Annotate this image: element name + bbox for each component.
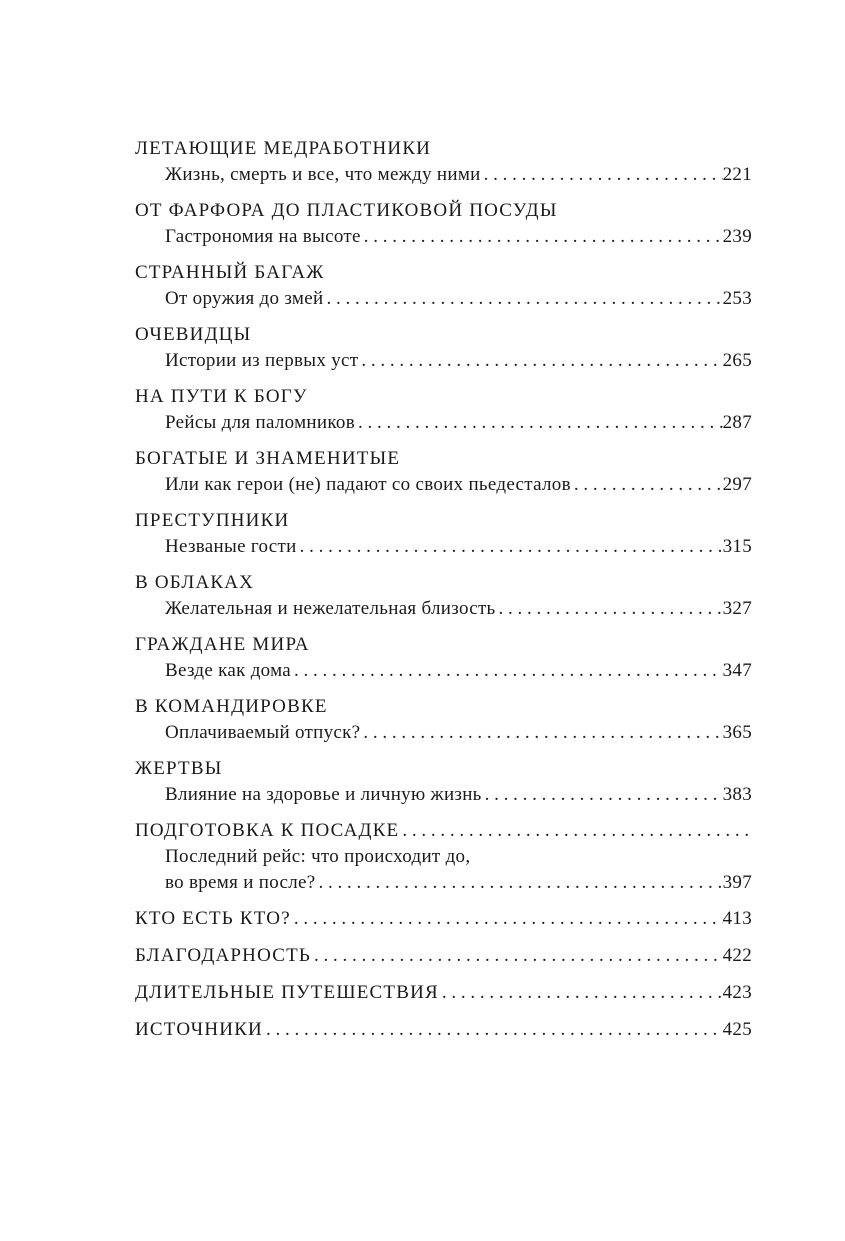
chapter-title: НА ПУТИ К БОГУ bbox=[135, 386, 308, 407]
dot-leader bbox=[482, 782, 723, 808]
chapter-subtitle: Влияние на здоровье и личную жизнь bbox=[165, 784, 482, 805]
chapter-title: ЛЕТАЮЩИЕ МЕДРАБОТНИКИ bbox=[135, 138, 432, 159]
page-number: 397 bbox=[722, 872, 752, 893]
appendix-title: ИСТОЧНИКИ bbox=[135, 1019, 263, 1040]
page-number: 265 bbox=[722, 350, 752, 371]
dot-leader bbox=[263, 1017, 723, 1043]
page-number: 327 bbox=[722, 598, 752, 619]
toc-entry[interactable] bbox=[135, 348, 752, 374]
toc-entry[interactable] bbox=[135, 286, 752, 312]
chapter-title: СТРАННЫЙ БАГАЖ bbox=[135, 262, 325, 283]
chapter-title: ПРЕСТУПНИКИ bbox=[135, 510, 290, 531]
chapter-title: ОЧЕВИДЦЫ bbox=[135, 324, 252, 345]
page-number: 413 bbox=[722, 908, 752, 929]
toc-entry[interactable] bbox=[135, 782, 752, 808]
chapter-subtitle: Оплачиваемый отпуск? bbox=[165, 722, 361, 743]
chapter-title: ЖЕРТВЫ bbox=[135, 758, 223, 779]
chapter-title: ГРАЖДАНЕ МИРА bbox=[135, 634, 310, 655]
chapter-subtitle-continued: во время и после? bbox=[165, 872, 316, 893]
toc-entry[interactable] bbox=[135, 224, 752, 250]
page-number: 347 bbox=[722, 660, 752, 681]
dot-leader bbox=[315, 870, 722, 896]
toc-chapter bbox=[135, 632, 752, 684]
page-number: 239 bbox=[722, 226, 752, 247]
toc-chapter bbox=[135, 384, 752, 436]
page-number: 425 bbox=[722, 1019, 752, 1040]
dot-leader bbox=[311, 943, 723, 969]
table-of-contents bbox=[135, 136, 752, 1043]
chapter-subtitle: Гастрономия на высоте bbox=[165, 226, 361, 247]
chapter-subtitle: Последний рейс: что происходит до, bbox=[165, 846, 471, 867]
toc-entry[interactable] bbox=[135, 410, 752, 436]
toc-chapter bbox=[135, 322, 752, 374]
toc-entry[interactable] bbox=[135, 658, 752, 684]
dot-leader bbox=[481, 162, 723, 188]
chapter-title: В ОБЛАКАХ bbox=[135, 572, 255, 593]
page-number: 297 bbox=[722, 474, 752, 495]
toc-entry[interactable] bbox=[135, 818, 752, 844]
dot-leader bbox=[439, 980, 723, 1006]
chapter-subtitle: Или как герои (не) падают со своих пьедесталов bbox=[165, 474, 571, 495]
chapter-title: В КОМАНДИРОВКЕ bbox=[135, 696, 328, 717]
page-number: 365 bbox=[722, 722, 752, 743]
dot-leader bbox=[496, 596, 723, 622]
toc-entry[interactable] bbox=[135, 870, 752, 896]
chapter-subtitle: Истории из первых уст bbox=[165, 350, 359, 371]
toc-chapter bbox=[135, 570, 752, 622]
toc-chapter bbox=[135, 136, 752, 188]
dot-leader bbox=[358, 348, 722, 374]
page-number: 287 bbox=[722, 412, 752, 433]
toc-entry[interactable] bbox=[135, 534, 752, 560]
chapter-subtitle: От оружия до змей bbox=[165, 288, 324, 309]
page-number: 383 bbox=[722, 784, 752, 805]
toc-entry[interactable] bbox=[135, 472, 752, 498]
toc-chapter bbox=[135, 446, 752, 498]
dot-leader bbox=[361, 224, 723, 250]
chapter-subtitle: Незваные гости bbox=[165, 536, 297, 557]
chapter-title: ПОДГОТОВКА К ПОСАДКЕ bbox=[135, 820, 400, 841]
toc-appendix-entry[interactable] bbox=[135, 980, 752, 1006]
dot-leader bbox=[360, 720, 722, 746]
dot-leader bbox=[323, 286, 722, 312]
chapter-subtitle: Жизнь, смерть и все, что между ними bbox=[165, 164, 481, 185]
dot-leader bbox=[355, 410, 723, 436]
page-number: 221 bbox=[722, 164, 752, 185]
dot-leader bbox=[291, 658, 723, 684]
toc-entry[interactable] bbox=[135, 162, 752, 188]
page-number: 422 bbox=[722, 945, 752, 966]
toc-chapter bbox=[135, 260, 752, 312]
dot-leader bbox=[291, 906, 723, 932]
toc-chapter bbox=[135, 756, 752, 808]
toc-entry[interactable] bbox=[135, 596, 752, 622]
toc-appendix-entry[interactable] bbox=[135, 943, 752, 969]
chapter-title: БОГАТЫЕ И ЗНАМЕНИТЫЕ bbox=[135, 448, 401, 469]
chapter-subtitle: Желательная и нежелательная близость bbox=[165, 598, 496, 619]
page-number: 253 bbox=[722, 288, 752, 309]
page-number: 315 bbox=[722, 536, 752, 557]
appendix-title: БЛАГОДАРНОСТЬ bbox=[135, 945, 312, 966]
toc-appendix-entry[interactable] bbox=[135, 1017, 752, 1043]
toc-chapter-landing bbox=[135, 818, 752, 896]
dot-leader bbox=[297, 534, 723, 560]
chapter-title: ОТ ФАРФОРА ДО ПЛАСТИКОВОЙ ПОСУДЫ bbox=[135, 200, 558, 221]
chapter-subtitle: Рейсы для паломников bbox=[165, 412, 355, 433]
appendix-title: ДЛИТЕЛЬНЫЕ ПУТЕШЕСТВИЯ bbox=[135, 982, 439, 1003]
dot-leader bbox=[399, 818, 752, 844]
toc-appendix-entry[interactable] bbox=[135, 906, 752, 932]
toc-entry[interactable] bbox=[135, 720, 752, 746]
dot-leader bbox=[571, 472, 723, 498]
toc-chapter bbox=[135, 198, 752, 250]
page-number: 423 bbox=[722, 982, 752, 1003]
chapter-subtitle: Везде как дома bbox=[165, 660, 292, 681]
appendix-title: КТО ЕСТЬ КТО? bbox=[135, 908, 291, 929]
toc-chapter bbox=[135, 694, 752, 746]
toc-chapter bbox=[135, 508, 752, 560]
